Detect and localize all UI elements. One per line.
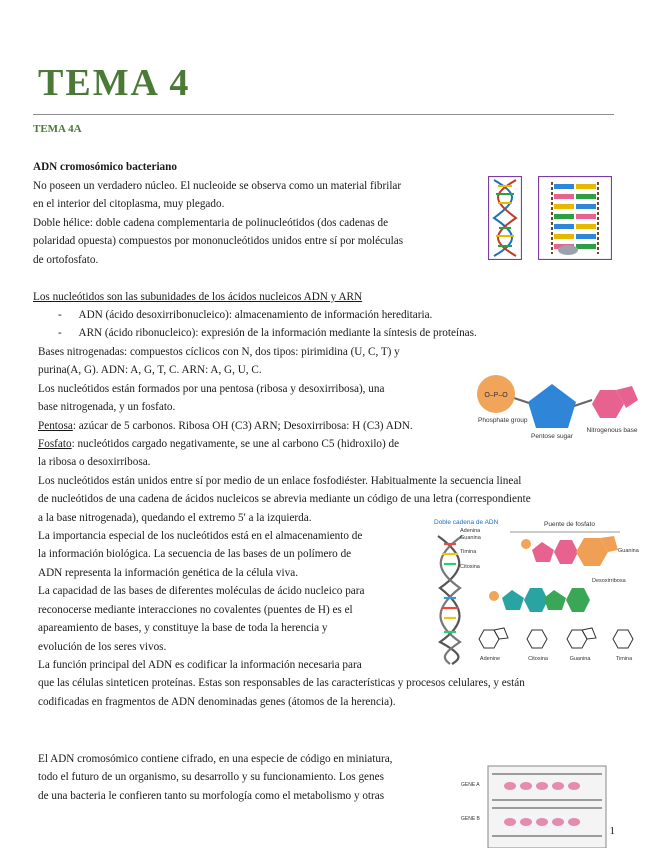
desoxirribosa-label: Desoxirribosa	[592, 578, 626, 584]
text-line: Los nucleótidos están unidos entre sí por medio de un enlace fosfodiéster. Habitualmente la secuencia lineal	[38, 474, 522, 487]
text-line: la información biológica. La secuencia de las bases de un polímero de	[38, 548, 352, 561]
dna-chain-title: Doble cadena de ADN	[434, 519, 499, 526]
text-line: evolución de los seres vivos.	[38, 640, 167, 653]
guanina-right-label: Guanina	[618, 548, 639, 554]
guanina-left-label: Guanina	[460, 535, 481, 541]
bullet-item: - ARN (ácido ribonucleico): expresión de la información mediante la síntesis de proteínas.	[58, 327, 477, 339]
pentosa-term: Pentosa	[38, 419, 73, 432]
pentosa-line	[38, 417, 531, 435]
fosfato-term: Fosfato	[38, 438, 72, 451]
fosfato-line	[38, 435, 531, 453]
base-label: Nitrogenous base	[586, 427, 638, 434]
citosina-left-label: Citosina	[460, 564, 480, 570]
gene-a-label: GENE A	[461, 782, 480, 788]
text-line: que las células sinteticen proteínas. Estas son responsables de las características y procesos celulares, y están	[38, 677, 525, 690]
text-line: Bases nitrogenadas: compuestos cíclicos con N, dos tipos: pirimidina (U, C, T) y	[38, 346, 400, 358]
pentosa-definition: : azúcar de 5 carbonos. Ribosa OH (C3) ARN; Desoxirribosa: H (C3) ADN.	[72, 419, 413, 432]
text-line: de ortofosfato.	[33, 253, 99, 266]
guanina-label: Guanina	[569, 656, 591, 662]
dna-structure-figure	[432, 516, 640, 666]
text-line: apareamiento de bases, y constituye la base de toda la herencia y	[38, 622, 328, 635]
dna-ladder-figure	[538, 176, 612, 260]
section1-body	[33, 177, 403, 269]
svg-text:O–P–O: O–P–O	[484, 392, 508, 399]
text-line: base nitrogenada, y un fosfato.	[38, 401, 176, 414]
text-line: La función principal del ADN es codificar la información necesaria para	[38, 658, 362, 671]
citosina-label: Citosina	[528, 656, 548, 662]
adenine-label: Adenine	[479, 656, 501, 662]
text-line: El ADN cromosómico contiene cifrado, en una especie de código en miniatura,	[38, 753, 393, 765]
text-line: todo el futuro de un organismo, su desarrollo y su funcionamiento. Los genes	[38, 771, 384, 784]
text-line: polaridad opuesta) compuestos por mononucleótidos unidos entre sí por moléculas	[33, 235, 404, 248]
text-line: ADN representa la información genética de la célula viva.	[38, 566, 298, 579]
genes-figure	[460, 764, 608, 848]
section3-body	[38, 750, 392, 805]
dna-helix-figure	[488, 176, 522, 260]
puente-fosfato-label: Puente de fosfato	[544, 521, 595, 528]
text-line: de una bacteria le confieren tanto su morfología como el metabolismo y otras	[38, 789, 385, 802]
text-line: la ribosa o desoxirribosa.	[38, 456, 151, 469]
text-line: codificadas en fragmentos de ADN denominadas genes (átomos de la herencia).	[38, 695, 396, 708]
page-number: 1	[609, 825, 615, 837]
text-line: de nucleótidos de una cadena de ácidos nucleicos se abrevia mediante un código de una letra (correspondiente	[38, 493, 531, 506]
sugar-label: Pentose sugar	[531, 433, 573, 440]
bullet-text: ADN (ácido desoxirribonucleico): almacenamiento de información hereditaria.	[78, 309, 433, 321]
phosphate-label: Phosphate group	[478, 417, 528, 424]
timina2-label: Timina	[615, 656, 633, 662]
gene-b-label: GENE B	[461, 816, 480, 822]
adenina-label: Adenina	[460, 528, 481, 534]
text-line: Doble hélice: doble cadena complementaria de polinucleótidos (dos cadenas de	[33, 216, 389, 229]
text-line: reconocerse mediante interacciones no covalentes (puentes de H) es el	[38, 603, 353, 616]
subtitle: TEMA 4A	[33, 123, 82, 135]
nucleotide-figure	[474, 368, 640, 446]
text-line: La importancia especial de los nucleótidos está en el almacenamiento de	[38, 530, 363, 543]
text-line: en el interior del citoplasma, muy plegado.	[33, 198, 225, 211]
bullet-text: ARN (ácido ribonucleico): expresión de la información mediante la síntesis de proteínas.	[78, 327, 477, 339]
title-divider	[33, 114, 614, 115]
page-title: TEMA 4	[38, 62, 191, 104]
text-line: La capacidad de las bases de diferentes moléculas de ácido nucleico para	[38, 585, 365, 598]
text-line: purina(A, G). ADN: A, G, T, C. ARN: A, G, U, C.	[38, 364, 262, 377]
text-line: Los nucleótidos están formados por una pentosa (ribosa y desoxirribosa), una	[38, 382, 385, 395]
timina-label: Timina	[460, 549, 477, 555]
text-line: No poseen un verdadero núcleo. El nucleoide se observa como un material fibrilar	[33, 180, 402, 192]
text-line: a la base nitrogenada), quedando el extremo 5' a la izquierda.	[38, 511, 312, 524]
section-heading-adn-bacteriano: ADN cromosómico bacteriano	[33, 161, 177, 173]
section-heading-nucleotidos: Los nucleótidos son las subunidades de los ácidos nucleicos ADN y ARN	[33, 291, 363, 303]
bullet-item: - ADN (ácido desoxirribonucleico): almacenamiento de información hereditaria.	[58, 309, 433, 321]
fosfato-definition: : nucleótidos cargado negativamente, se une al carbono C5 (hidroxilo) de	[71, 438, 400, 451]
